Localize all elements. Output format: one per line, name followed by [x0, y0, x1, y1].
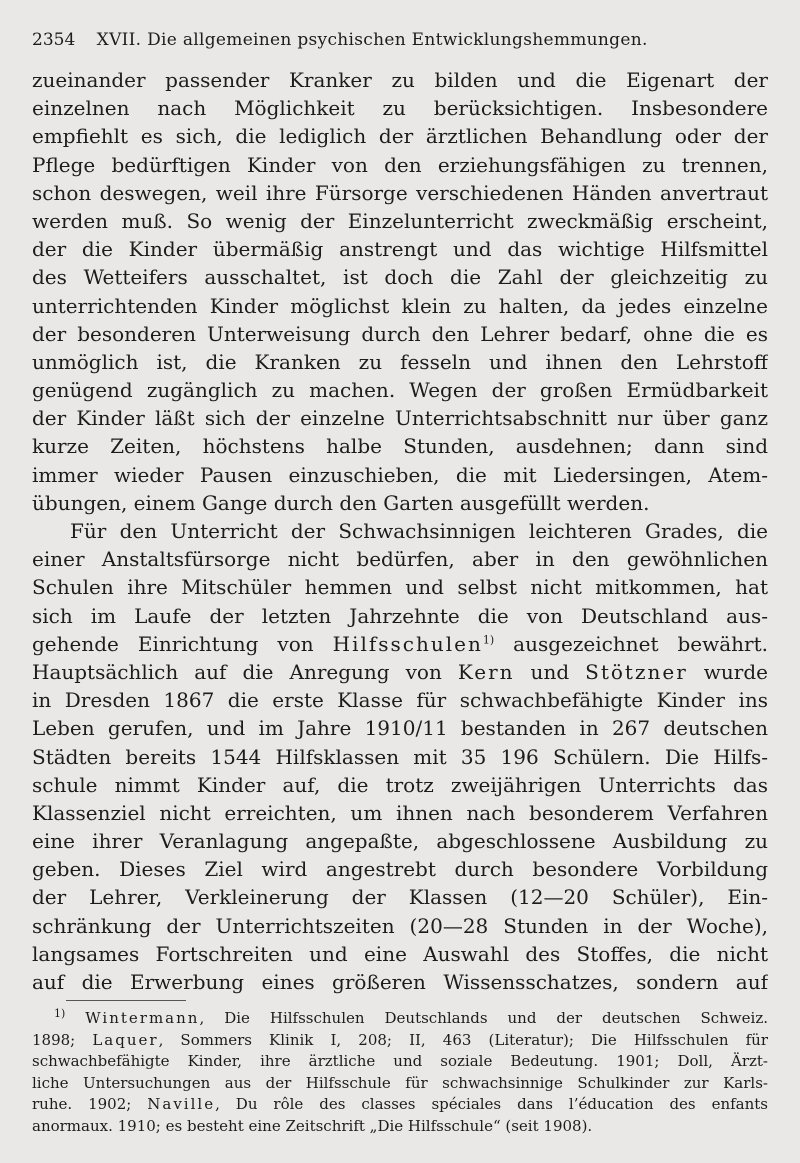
author-name: Laquer [92, 1030, 159, 1049]
person-name: Kern [457, 659, 515, 684]
text-segment: , Sommers Klinik I, 208; II, 463 (Literatur); Die Hilfsschulen für [158, 1030, 768, 1049]
text-line: schränkung der Unterrichtszeiten (20—28 Stunden in der Woche), [32, 913, 768, 938]
footnote-line: anormaux. 1910; es besteht eine Zeitschrift „Die Hilfsschule“ (seit 1908). [32, 1116, 593, 1135]
text-segment: Hauptsächlich auf die Anregung von [32, 659, 458, 684]
text-line: eine ihrer Veranlagung angepaßte, abgeschlossene Ausbildung zu [32, 829, 768, 854]
text-line: des Wetteifers ausschaltet, ist doch die Zahl der gleichzeitig zu [32, 265, 768, 290]
text-line: geben. Dieses Ziel wird angestrebt durch besondere Vorbildung [32, 857, 768, 882]
chapter-title: XVII. Die allgemeinen psychischen Entwicklungshemmungen. [96, 30, 648, 50]
text-line [32, 658, 768, 686]
text-line: Für den Unterricht der Schwachsinnigen leichteren Grades, die [70, 519, 768, 543]
text-line: zueinander passender Kranker zu bilden und die Eigenart der [32, 68, 768, 92]
text-line: unterrichtenden Kinder möglichst klein zu halten, da jedes einzelne [32, 293, 768, 318]
text-line: einer Anstaltsfürsorge nicht bedürfen, aber in den gewöhnlichen [32, 547, 768, 572]
text-line: schule nimmt Kinder auf, die trotz zweijährigen Unterrichts das [32, 772, 768, 797]
text-line: sich im Laufe der letzten Jahrzehnte die von Deutschland aus- [32, 603, 768, 628]
text-line: der Lehrer, Verkleinerung der Klassen (12—20 Schüler), Ein- [32, 885, 768, 910]
text-line: Leben gerufen, und im Jahre 1910/11 bestanden in 267 deutschen [32, 716, 768, 741]
text-segment: wurde [687, 659, 768, 684]
text-segment: , Die Hilfsschulen Deutschlands und der deutschen Schweiz. [199, 1009, 768, 1027]
text-line: übungen, einem Gange durch den Garten ausgefüllt werden. [32, 490, 650, 515]
text-line: einzelnen nach Möglichkeit zu berücksichtigen. Insbesondere [32, 96, 768, 121]
text-line: langsames Fortschreiten und eine Auswahl des Stoffes, die nicht [32, 941, 768, 966]
footnote-line [32, 1094, 768, 1116]
text-line: in Dresden 1867 die erste Klasse für schwachbefähigte Kinder ins [32, 688, 768, 713]
footnote-line [32, 1008, 768, 1030]
text-line [32, 630, 768, 658]
text-line: Städten bereits 1544 Hilfsklassen mit 35 196 Schülern. Die Hilfs- [32, 744, 768, 769]
text-segment: ruhe. 1902; [32, 1095, 148, 1113]
text-line: werden muß. So wenig der Einzelunterricht zweckmäßig erscheint, [32, 208, 768, 233]
text-line: Pflege bedürftigen Kinder von den erziehungsfähigen zu trennen, [32, 152, 768, 177]
footnote-line [32, 1030, 768, 1052]
text-segment: gehende Einrichtung von [32, 631, 333, 656]
text-segment: und [514, 659, 586, 684]
text-line: schon deswegen, weil ihre Fürsorge verschiedenen Händen anvertraut [32, 180, 768, 205]
text-line: Schulen ihre Mitschüler hemmen und selbst nicht mitkommen, hat [32, 575, 768, 600]
text-line: auf die Erwerbung eines größeren Wissensschatzes, sondern auf [32, 970, 768, 994]
text-line: der Kinder läßt sich der einzelne Unterrichtsabschnitt nur über ganz [32, 406, 768, 431]
footnote-reference: 1) [482, 633, 495, 647]
paragraph-1 [32, 66, 768, 517]
text-line: Klassenziel nicht erreichten, um ihnen nach besonderem Verfahren [32, 800, 768, 825]
text-line: empfiehlt es sich, die lediglich der ärztlichen Behandlung oder der [32, 124, 768, 149]
author-name: Naville [147, 1095, 216, 1113]
running-header [32, 30, 772, 50]
text-segment: , Du rôle des classes spéciales dans l’éducation des enfants [215, 1095, 768, 1113]
author-name: Wintermann [85, 1009, 200, 1027]
text-line: immer wieder Pausen einzuschieben, die mit Liedersingen, Atem- [32, 462, 768, 487]
paragraph-2 [32, 517, 768, 996]
text-segment: 1898; [32, 1030, 93, 1049]
page-number: 2354 [32, 30, 76, 50]
text-segment: ausgezeichnet bewährt. [494, 631, 768, 656]
footnote-line: schwachbefähigte Kinder, ihre ärztliche und soziale Bedeutung. 1901; Doll, Ärzt- [32, 1052, 768, 1070]
footnote [32, 1008, 768, 1137]
text-line: der die Kinder übermäßig anstrengt und das wichtige Hilfsmittel [32, 237, 768, 262]
text-line: kurze Zeiten, höchstens halbe Stunden, ausdehnen; dann sind [32, 434, 768, 459]
footnote-marker: 1) [54, 1008, 66, 1020]
text-line: der besonderen Unterweisung durch den Lehrer bedarf, ohne die es [32, 321, 768, 346]
footnote-divider [66, 1000, 186, 1001]
person-name: Stötzner [585, 659, 688, 684]
text-line: unmöglich ist, die Kranken zu fesseln und ihnen den Lehrstoff [32, 349, 768, 374]
text-line: genügend zugänglich zu machen. Wegen der großen Ermüdbarkeit [32, 378, 768, 403]
emphasized-term: Hilfsschulen [332, 631, 483, 656]
footnote-line: liche Untersuchungen aus der Hilfsschule für schwachsinnige Schulkinder zur Karls- [32, 1073, 768, 1092]
main-text [32, 66, 768, 996]
